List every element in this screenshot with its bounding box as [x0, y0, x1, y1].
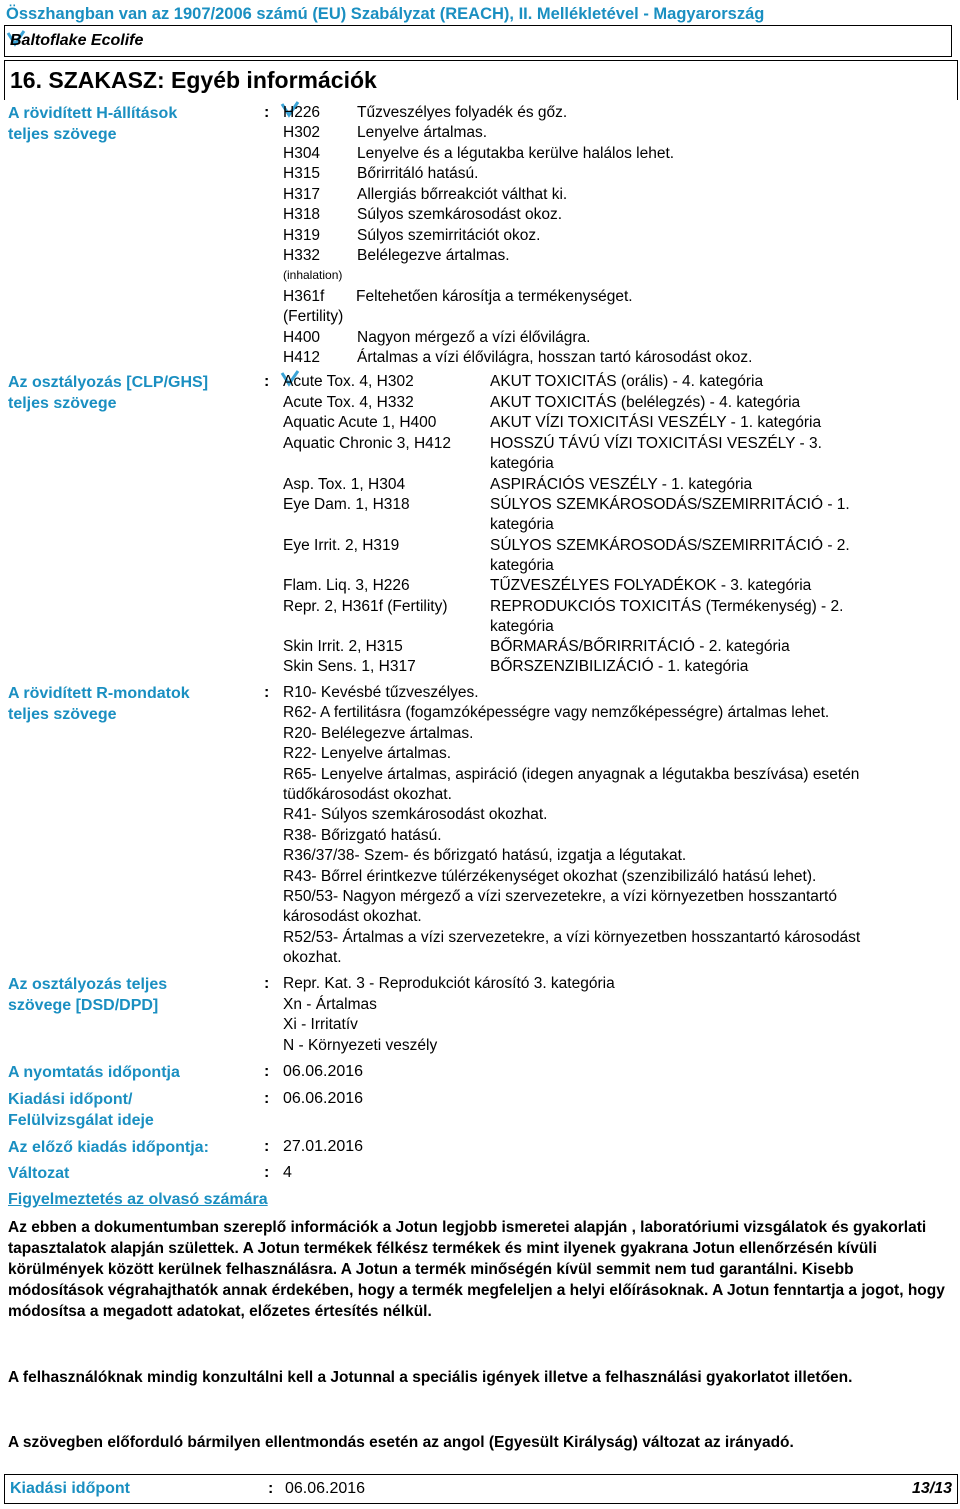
dsd-line: Repr. Kat. 3 - Reprodukciót károsító 3. kategória — [283, 975, 615, 992]
h-code: H332 — [283, 247, 321, 264]
clp-class-description: REPRODUKCIÓS TOXICITÁS (Termékenység) - 2. — [490, 598, 844, 615]
clp-class-code: Eye Dam. 1, H318 — [283, 496, 410, 513]
r-phrases-colon: : — [264, 684, 270, 701]
clp-class-code: Eye Irrit. 2, H319 — [283, 537, 400, 554]
clp-label: Az osztályozás [CLP/GHS] teljes szövege — [8, 374, 209, 412]
clp-class-code: Skin Sens. 1, H317 — [283, 658, 416, 675]
issue-date-colon: : — [264, 1090, 270, 1107]
r-phrase-line: R20- Belélegezve ártalmas. — [283, 724, 474, 742]
r-phrase-line: R50/53- Nagyon mérgező a vízi szervezetekre, a vízi környezetben hosszantartó — [283, 888, 837, 905]
product-name: Baltoflake Ecolife — [10, 32, 144, 49]
h-statement-text: Súlyos szemirritációt okoz. — [357, 227, 541, 244]
h-statement-text: Ártalmas a vízi élővilágra, hosszan tartó károsodást okoz. — [357, 349, 753, 366]
clp-class-description: TŰZVESZÉLYES FOLYADÉKOK - 3. kategória — [490, 577, 812, 594]
h-statement-text: Belélegezve ártalmas. — [357, 247, 510, 264]
h-code: H304 — [283, 145, 321, 162]
h-code: H400 — [283, 329, 321, 346]
product-name-box — [4, 25, 952, 57]
h-statement-text: Allergiás bőrreakciót válthat ki. — [357, 186, 568, 203]
r-phrase-line: R52/53- Ártalmas a vízi szervezetekre, a vízi környezetben hosszantartó károsodást — [283, 928, 861, 946]
h-code: H226 — [283, 104, 321, 121]
h-statement-text: Lenyelve és a légutakba kerülve halálos lehet. — [357, 145, 675, 162]
version-value: 4 — [283, 1164, 292, 1181]
h-statement-text: Súlyos szemkárosodást okoz. — [357, 206, 563, 223]
clp-class-code: Skin Irrit. 2, H315 — [283, 638, 403, 655]
r-phrase-line: R43- Bőrrel érintkezve túlérzékenységet okozhat (szenzibilizáló hatású lehet). — [283, 867, 817, 885]
dsd-colon: : — [264, 975, 270, 992]
dsd-label: Az osztályozás teljes szövege [DSD/DPD] — [8, 976, 168, 1014]
clp-class-description: AKUT VÍZI TOXICITÁSI VESZÉLY - 1. kategória — [490, 414, 822, 431]
dsd-line: N - Környezeti veszély — [283, 1036, 438, 1054]
h-code: H318 — [283, 206, 321, 223]
clp-class-description: ASPIRÁCIÓS VESZÉLY - 1. kategória — [490, 476, 753, 493]
footer-box — [4, 1474, 958, 1504]
dsd-line: Xi - Irritatív — [283, 1016, 358, 1033]
previous-issue-colon: : — [264, 1138, 270, 1155]
clp-class-description-cont: kategória — [490, 618, 554, 635]
h-code: H315 — [283, 165, 321, 182]
clp-class-code: Flam. Liq. 3, H226 — [283, 577, 410, 594]
h-statement-text: Bőrirritáló hatású. — [357, 165, 479, 182]
section-title: 16. SZAKASZ: Egyéb információk — [10, 67, 377, 93]
clp-class-description-cont: kategória — [490, 516, 554, 533]
h-statement-text: Lenyelve ártalmas. — [357, 124, 488, 141]
h-code: H412 — [283, 349, 321, 366]
version-colon: : — [264, 1164, 270, 1181]
reader-warning-heading: Figyelmeztetés az olvasó számára — [8, 1191, 268, 1208]
r-phrase-line: tüdőkárosodást okozhat. — [283, 786, 452, 803]
print-date-value: 06.06.2016 — [283, 1063, 364, 1080]
clp-class-description: BŐRSZENZIBILIZÁCIÓ - 1. kategória — [490, 658, 749, 675]
reader-warning-paragraph-3: A szövegben előforduló bármilyen ellentmondás esetén az angol (Egyesült Királyság) változat az irányadó. — [8, 1434, 794, 1451]
h-code: H319 — [283, 227, 321, 244]
clp-class-code: Repr. 2, H361f (Fertility) — [283, 598, 448, 615]
r-phrase-line: R62- A fertilitásra (fogamzóképességre vagy nemzőképességre) ártalmas lehet. — [283, 704, 830, 722]
issue-date-value: 06.06.2016 — [283, 1090, 364, 1107]
h-statement-text: Feltehetően károsítja a termékenységet. — [356, 288, 633, 305]
r-phrase-line: R38- Bőrizgató hatású. — [283, 826, 442, 844]
h-code: H361f — [283, 288, 325, 305]
r-phrase-line: R65- Lenyelve ártalmas, aspiráció (idegen anyagnak a légutakba beszívása) esetén — [283, 765, 860, 783]
page-number: 13/13 — [911, 1480, 952, 1497]
clp-class-description-cont: kategória — [490, 557, 554, 574]
dsd-line: Xn - Ártalmas — [283, 995, 377, 1013]
clp-class-code: Aquatic Acute 1, H400 — [283, 414, 437, 431]
previous-issue-value: 27.01.2016 — [283, 1138, 364, 1155]
clp-class-code: Acute Tox. 4, H302 — [283, 373, 414, 390]
h-code-qualifier: (Fertility) — [283, 308, 344, 325]
r-phrase-line: R41- Súlyos szemkárosodást okozhat. — [283, 806, 548, 824]
reader-warning-paragraph-2: A felhasználóknak mindig konzultálni kell a Jotunnal a speciális igények illetve a felhasználási gyakorlatot illetően. — [8, 1369, 853, 1386]
clp-class-code: Acute Tox. 4, H332 — [283, 394, 414, 411]
r-phrase-line: károsodást okozhat. — [283, 908, 422, 926]
r-phrases-label: A rövidített R-mondatok teljes szövege — [8, 685, 190, 723]
clp-class-description: AKUT TOXICITÁS (orális) - 4. kategória — [490, 373, 764, 390]
h-code: H302 — [283, 124, 321, 141]
r-phrase-line: okozhat. — [283, 949, 342, 967]
footer-issue-date: 06.06.2016 — [285, 1480, 366, 1497]
footer-colon: : — [268, 1480, 274, 1497]
clp-class-description: HOSSZÚ TÁVÚ VÍZI TOXICITÁSI VESZÉLY - 3. — [490, 435, 822, 452]
r-phrase-line: R36/37/38- Szem- és bőrizgató hatású, izgatja a légutakat. — [283, 847, 687, 865]
clp-class-description: BŐRMARÁS/BŐRIRRITÁCIÓ - 2. kategória — [490, 638, 790, 655]
h-statements-label: A rövidített H-állítások teljes szövege — [8, 105, 178, 143]
clp-class-description: SÚLYOS SZEMKÁROSODÁS/SZEMIRRITÁCIÓ - 2. — [490, 537, 850, 554]
r-phrase-line: R22- Lenyelve ártalmas. — [283, 745, 451, 763]
version-label: Változat — [8, 1165, 70, 1182]
h-code: H317 — [283, 186, 321, 203]
clp-class-code: Aquatic Chronic 3, H412 — [283, 435, 452, 452]
previous-issue-label: Az előző kiadás időpontja: — [8, 1139, 209, 1156]
print-date-colon: : — [264, 1063, 270, 1080]
h-code-qualifier: (inhalation) — [283, 268, 343, 282]
clp-class-description-cont: kategória — [490, 455, 554, 472]
h-statements-colon: : — [264, 104, 270, 121]
h-statement-text: Tűzveszélyes folyadék és gőz. — [357, 104, 568, 121]
reader-warning-paragraph-1: Az ebben a dokumentumban szereplő információk a Jotun legjobb ismeretei alapján , laboratóriumi vizsgálatok és gyakorlati tapasztalatok alapján születtek. A Jotun termékek félkész termékek és mint ilyenek gyakrana Jotun ellenőrzésén kívüli körülmények között kerülnek felhasználásra. A Jotun a termék minőségén kívül semmit nem tud garantálni. Kisebb módosítások végrahajthatók annak érdekében, hogy a termék megfeleljen a helyi előírásoknak. A Jotun fenntartja a jogot, hogy módosítsa a megadott adatokat, előzetes értesítés nélkül. — [8, 1219, 945, 1320]
h-statement-text: Nagyon mérgező a vízi élővilágra. — [357, 329, 591, 346]
clp-class-description: SÚLYOS SZEMKÁROSODÁS/SZEMIRRITÁCIÓ - 1. — [490, 496, 850, 513]
print-date-label: A nyomtatás időpontja — [8, 1064, 180, 1081]
clp-class-code: Asp. Tox. 1, H304 — [283, 476, 406, 493]
clp-class-description: AKUT TOXICITÁS (belélegzés) - 4. kategória — [490, 394, 801, 411]
clp-colon: : — [264, 373, 270, 390]
r-phrase-line: R10- Kevésbé tűzveszélyes. — [283, 684, 479, 701]
footer-issue-label: Kiadási időpont — [10, 1480, 130, 1497]
issue-date-label: Kiadási időpont/ Felülvizsgálat ideje — [8, 1091, 154, 1129]
document-header-title: Összhangban van az 1907/2006 számú (EU) Szabályzat (REACH), II. Mellékletével - Magyarország — [6, 5, 765, 23]
